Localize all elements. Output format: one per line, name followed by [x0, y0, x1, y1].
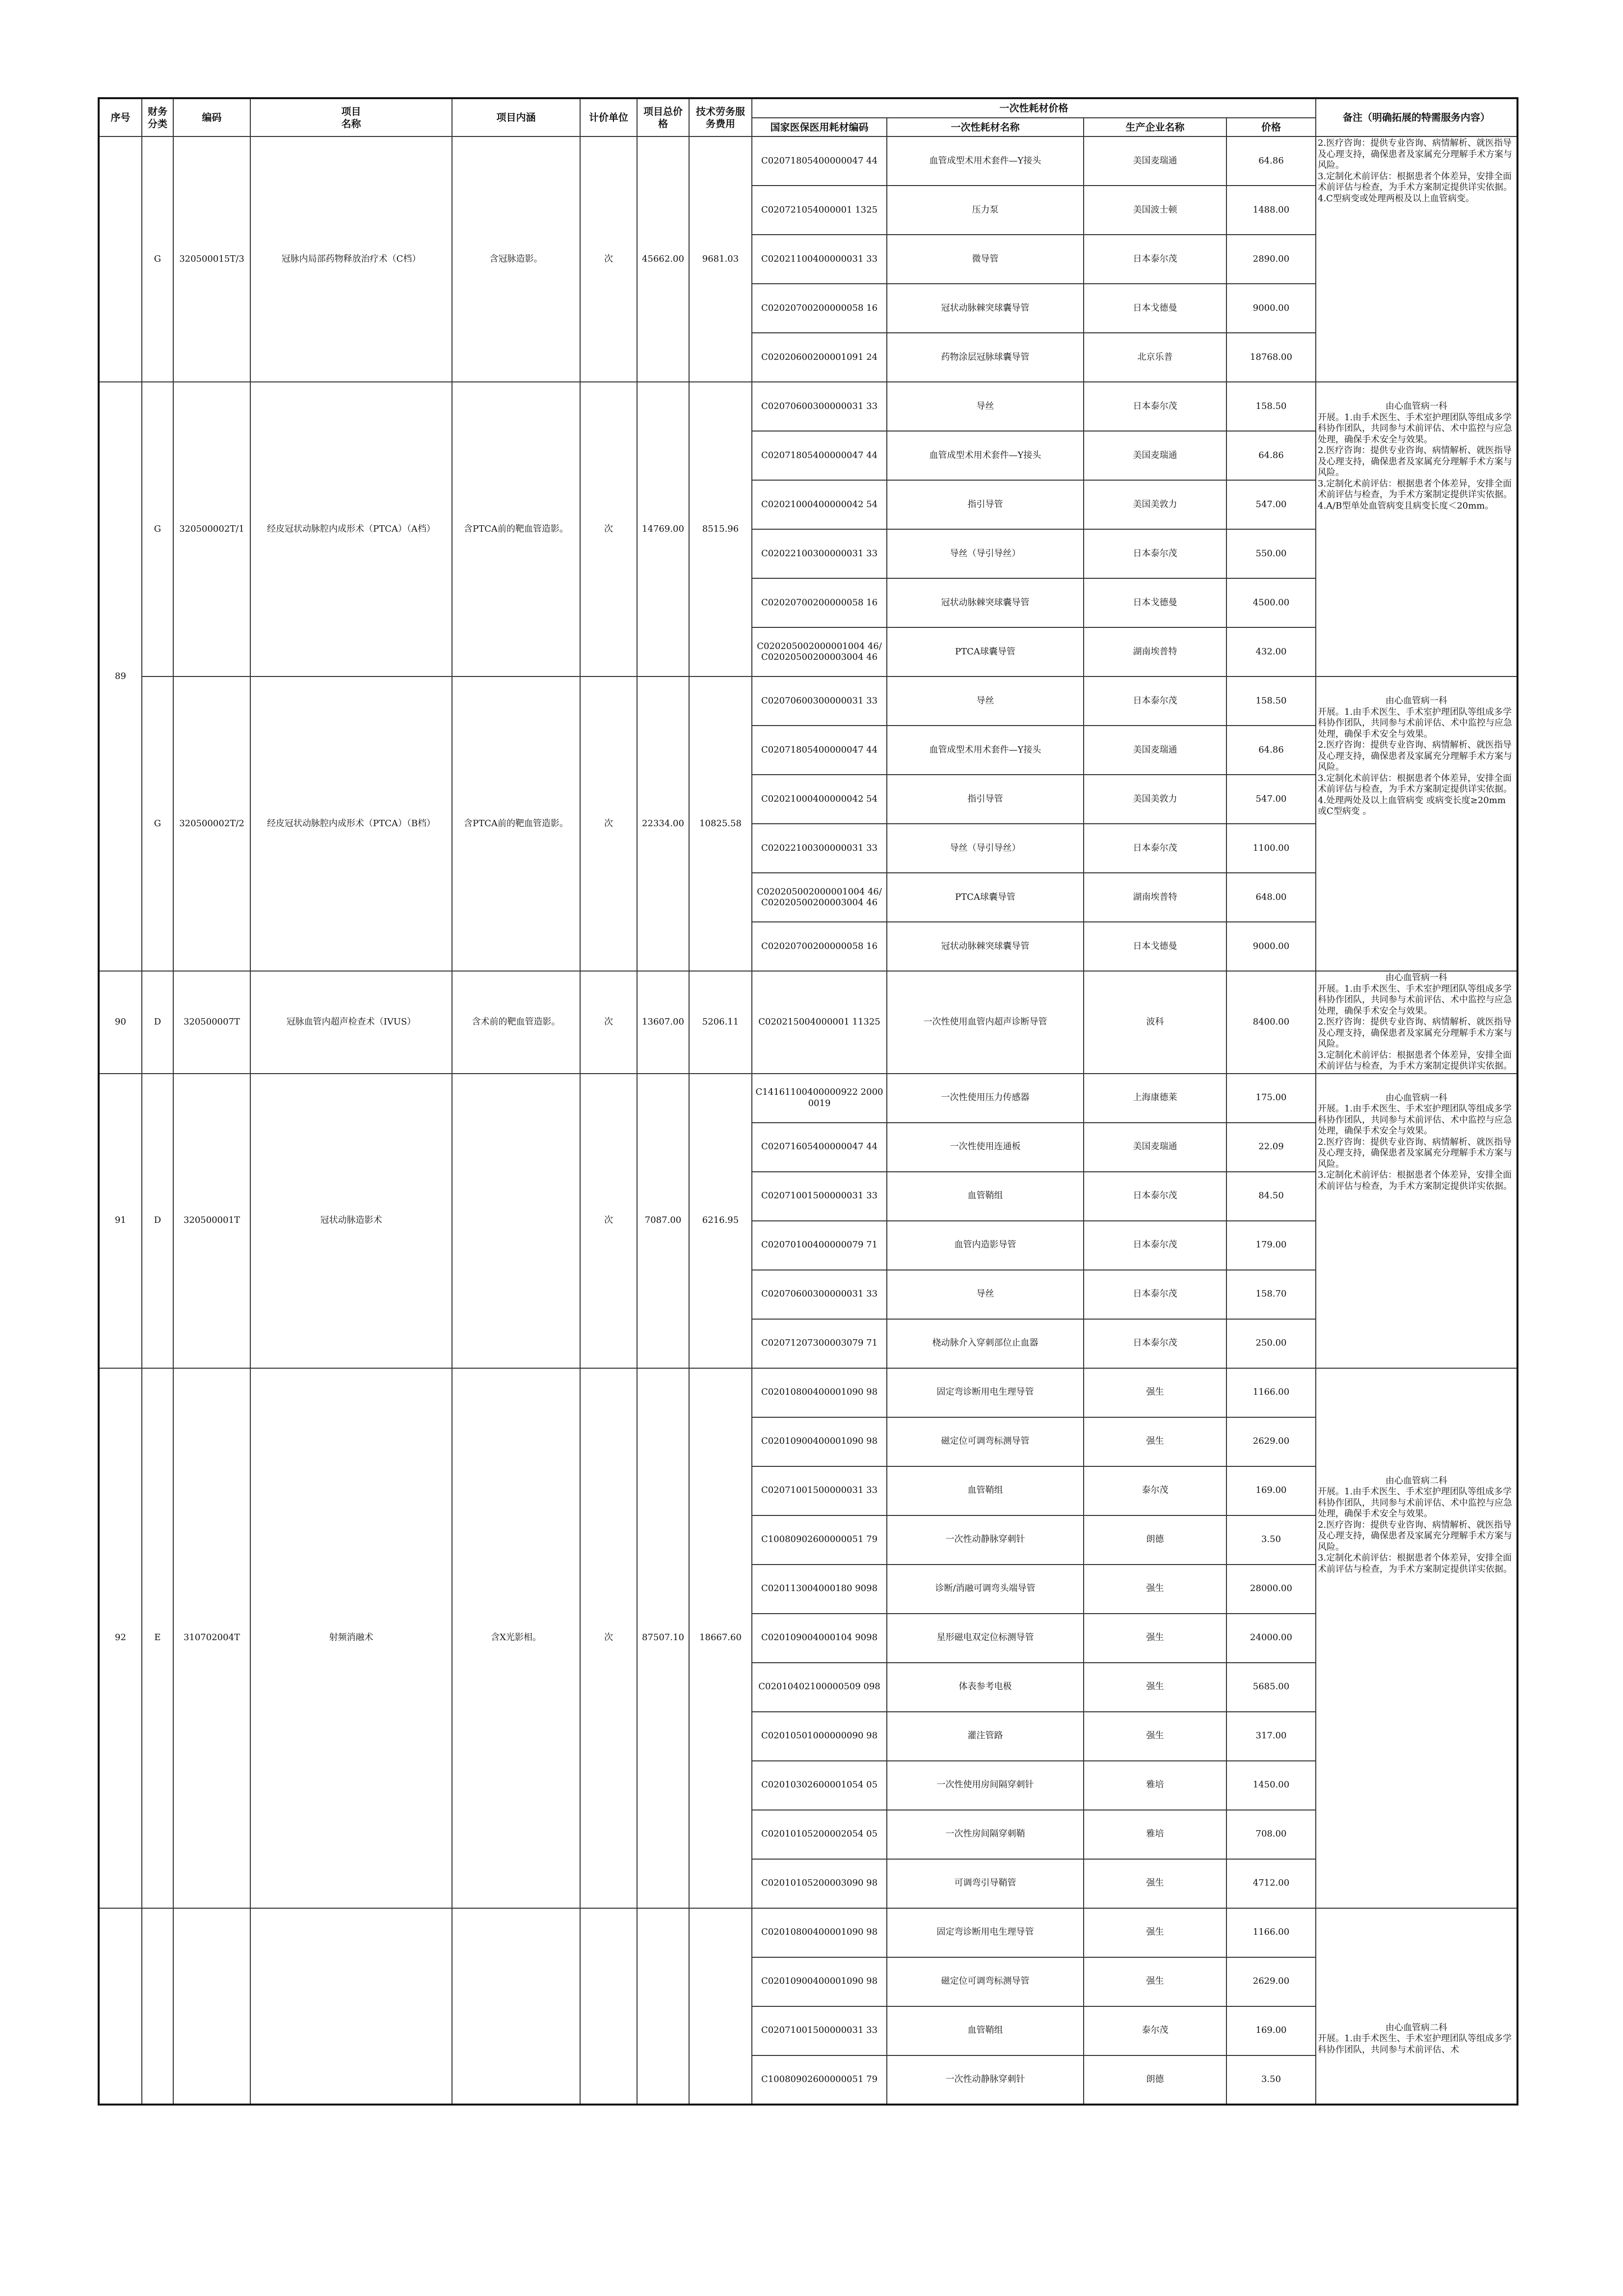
price-cell: 158.50: [1226, 676, 1316, 726]
note-text: 开展。1.由手术医生、手术室护理团队等组成多学科协作团队，共同参与术前评估、术中监控与应急处理，确保手术安全与效果。 2.医疗咨询：提供专业咨询、病情解析、就医指导及心理支持，确保患者及家属充分理解手术方案与风险。 3.定制化术前评估：根据患者个体差异，安排全面术前评估与检查，为手术方案制定提供详实依据。: [1318, 1104, 1512, 1191]
material-code-cell: C02010105200003090 98: [752, 1859, 887, 1908]
price-cell: 9000.00: [1226, 284, 1316, 333]
note-cell: [1316, 971, 1517, 1074]
price-cell: 317.00: [1226, 1712, 1316, 1761]
price-cell: 158.50: [1226, 382, 1316, 431]
material-code-cell: C02070600300000031 33: [752, 1270, 887, 1319]
note-cell: [1316, 676, 1517, 971]
material-code-cell: C10080902600000051 79: [752, 2055, 887, 2105]
material-code-cell: C02020700200000058 16: [752, 578, 887, 627]
col-code-header: 编码: [173, 98, 250, 136]
manufacturer-cell: 雅培: [1084, 1810, 1226, 1859]
seq-cell: [99, 136, 142, 382]
total-cell: 22334.00: [637, 676, 689, 971]
note-text: 开展。1.由手术医生、手术室护理团队等组成多学科协作团队，共同参与术前评估、术中监控与应急处理，确保手术安全与效果。 2.医疗咨询：提供专业咨询、病情解析、就医指导及心理支持，确保患者及家属充分理解手术方案与风险。 3.定制化术前评估：根据患者个体差异，安排全面术前评估与检查，为手术方案制定提供详实依据。: [1318, 1486, 1512, 1574]
manufacturer-cell: 朗德: [1084, 1515, 1226, 1565]
total-cell: [637, 1908, 689, 2105]
material-code-cell: C02010900400001090 98: [752, 1417, 887, 1466]
labor-cell: 6216.95: [689, 1074, 752, 1368]
table-row: [99, 1074, 1517, 1123]
manufacturer-cell: 湖南埃普特: [1084, 873, 1226, 922]
material-name-cell: 血管内造影导管: [887, 1221, 1084, 1270]
material-code-cell: C02071605400000047 44: [752, 1123, 887, 1172]
material-code-cell: C10080902600000051 79: [752, 1515, 887, 1565]
price-cell: 64.86: [1226, 726, 1316, 775]
material-name-cell: 药物涂层冠脉球囊导管: [887, 333, 1084, 382]
price-cell: 1166.00: [1226, 1908, 1316, 1957]
labor-cell: 8515.96: [689, 382, 752, 676]
manufacturer-cell: 强生: [1084, 1908, 1226, 1957]
price-cell: 9000.00: [1226, 922, 1316, 971]
material-name-cell: 磁定位可调弯标测导管: [887, 1417, 1084, 1466]
manufacturer-cell: 日本戈德曼: [1084, 284, 1226, 333]
note-title: 由心血管病一科: [1385, 696, 1447, 706]
content-cell: 含术前的靶血管造影。: [452, 971, 580, 1074]
manufacturer-cell: 日本泰尔茂: [1084, 1221, 1226, 1270]
manufacturer-cell: 日本戈德曼: [1084, 578, 1226, 627]
price-cell: 3.50: [1226, 1515, 1316, 1565]
material-name-cell: 一次性使用血管内超声诊断导管: [887, 971, 1084, 1074]
material-code-cell: C02020600200001091 24: [752, 333, 887, 382]
material-code-cell: C02010800400001090 98: [752, 1908, 887, 1957]
code-cell: [173, 1908, 250, 2105]
material-name-cell: PTCA球囊导管: [887, 873, 1084, 922]
manufacturer-cell: 美国麦瑞通: [1084, 1123, 1226, 1172]
table-row: [99, 971, 1517, 1074]
manufacturer-cell: 强生: [1084, 1859, 1226, 1908]
material-code-cell: C02070600300000031 33: [752, 382, 887, 431]
fin-cell: G: [142, 382, 173, 676]
material-name-cell: 固定弯诊断用电生理导管: [887, 1908, 1084, 1957]
manufacturer-cell: 泰尔茂: [1084, 2006, 1226, 2055]
manufacturer-cell: 美国美敦力: [1084, 480, 1226, 529]
unit-cell: 次: [580, 382, 637, 676]
price-cell: 1166.00: [1226, 1368, 1316, 1417]
col-manufacturer-header: 生产企业名称: [1084, 118, 1226, 136]
total-cell: 87507.10: [637, 1368, 689, 1908]
material-name-cell: 血管成型术用术套件—Y接头: [887, 136, 1084, 186]
note-title: 由心血管病二科: [1385, 1475, 1447, 1486]
material-code-cell: C02071001500000031 33: [752, 2006, 887, 2055]
labor-cell: [689, 1908, 752, 2105]
fin-cell: G: [142, 676, 173, 971]
note-title: 由心血管病二科: [1385, 2022, 1447, 2033]
total-cell: 13607.00: [637, 971, 689, 1074]
price-cell: 2629.00: [1226, 1957, 1316, 2006]
material-code-cell: C020205002000001004 46/C02020500200003004 46: [752, 873, 887, 922]
manufacturer-cell: 日本泰尔茂: [1084, 676, 1226, 726]
seq-cell: 91: [99, 1074, 142, 1368]
note-text: 开展。1.由手术医生、手术室护理团队等组成多学科协作团队，共同参与术前评估、术: [1318, 2033, 1512, 2055]
code-cell: 320500001T: [173, 1074, 250, 1368]
material-code-cell: C02071001500000031 33: [752, 1466, 887, 1515]
material-name-cell: 星形磁电双定位标测导管: [887, 1614, 1084, 1663]
material-code-cell: C14161100400000922 20000019: [752, 1074, 887, 1123]
price-cell: 4500.00: [1226, 578, 1316, 627]
price-cell: 1100.00: [1226, 824, 1316, 873]
material-code-cell: C020215004000001 11325: [752, 971, 887, 1074]
table-row: [99, 676, 1517, 726]
price-cell: 3.50: [1226, 2055, 1316, 2105]
material-code-cell: C02021000400000042 54: [752, 775, 887, 824]
labor-cell: 18667.60: [689, 1368, 752, 1908]
material-code-cell: C02022100300000031 33: [752, 529, 887, 578]
total-cell: 7087.00: [637, 1074, 689, 1368]
unit-cell: 次: [580, 971, 637, 1074]
unit-cell: 次: [580, 1368, 637, 1908]
material-name-cell: 灌注管路: [887, 1712, 1084, 1761]
col-content-header: 项目内涵: [452, 98, 580, 136]
note-title: 由心血管病一科: [1385, 401, 1447, 411]
manufacturer-cell: 日本泰尔茂: [1084, 824, 1226, 873]
unit-cell: 次: [580, 676, 637, 971]
material-name-cell: 导丝（导引导丝）: [887, 824, 1084, 873]
content-cell: [452, 1074, 580, 1368]
material-code-cell: C02071805400000047 44: [752, 136, 887, 186]
price-cell: 8400.00: [1226, 971, 1316, 1074]
note-title: 由心血管病一科: [1385, 972, 1447, 983]
material-name-cell: 可调弯引导鞘管: [887, 1859, 1084, 1908]
material-name-cell: PTCA球囊导管: [887, 627, 1084, 676]
note-text: 开展。1.由手术医生、手术室护理团队等组成多学科协作团队，共同参与术前评估、术中监控与应急处理，确保手术安全与效果。 2.医疗咨询：提供专业咨询、病情解析、就医指导及心理支持，确保患者及家属充分理解手术方案与风险。 3.定制化术前评估：根据患者个体差异，安排全面术前评估与检查，为手术方案制定提供详实依据。 4.处理两处及以上血管病变 或病变长度≥20mm 或C型病变 。: [1318, 706, 1512, 816]
manufacturer-cell: 雅培: [1084, 1761, 1226, 1810]
material-name-cell: 血管成型术用术套件—Y接头: [887, 431, 1084, 480]
price-cell: 5685.00: [1226, 1663, 1316, 1712]
manufacturer-cell: 美国麦瑞通: [1084, 726, 1226, 775]
manufacturer-cell: 强生: [1084, 1663, 1226, 1712]
manufacturer-cell: 强生: [1084, 1712, 1226, 1761]
note-text: 开展。1.由手术医生、手术室护理团队等组成多学科协作团队，共同参与术前评估、术中监控与应急处理，确保手术安全与效果。 2.医疗咨询：提供专业咨询、病情解析、就医指导及心理支持，确保患者及家属充分理解手术方案与风险。 3.定制化术前评估：根据患者个体差异，安排全面术前评估与检查，为手术方案制定提供详实依据。: [1318, 983, 1512, 1071]
material-name-cell: 冠状动脉棘突球囊导管: [887, 578, 1084, 627]
col-seq-header: 序号: [99, 98, 142, 136]
labor-cell: 5206.11: [689, 971, 752, 1074]
manufacturer-cell: 日本泰尔茂: [1084, 382, 1226, 431]
material-code-cell: C02071805400000047 44: [752, 726, 887, 775]
fin-cell: G: [142, 136, 173, 382]
note-cell: [1316, 1908, 1517, 2105]
col-price-header: 价格: [1226, 118, 1316, 136]
seq-cell: 90: [99, 971, 142, 1074]
fin-cell: D: [142, 971, 173, 1074]
content-cell: 含冠脉造影。: [452, 136, 580, 382]
note-text: 开展。1.由手术医生、手术室护理团队等组成多学科协作团队，共同参与术前评估、术中监控与应急处理，确保手术安全与效果。 2.医疗咨询：提供专业咨询、病情解析、就医指导及心理支持，确保患者及家属充分理解手术方案与风险。 3.定制化术前评估：根据患者个体差异，安排全面术前评估与检查，为手术方案制定提供详实依据。 4.A/B型单处血管病变且病变长度＜20mm。: [1318, 412, 1512, 511]
material-name-cell: 冠状动脉棘突球囊导管: [887, 922, 1084, 971]
material-name-cell: 磁定位可调弯标测导管: [887, 1957, 1084, 2006]
content-cell: 含PTCA前的靶血管造影。: [452, 676, 580, 971]
price-cell: 648.00: [1226, 873, 1316, 922]
material-code-cell: C02010501000000090 98: [752, 1712, 887, 1761]
price-table-sheet: [98, 97, 1517, 2106]
note-cell: [1316, 1368, 1517, 1908]
material-code-cell: C02020700200000058 16: [752, 922, 887, 971]
note-cell: [1316, 136, 1517, 382]
manufacturer-cell: 日本泰尔茂: [1084, 235, 1226, 284]
material-name-cell: 指引导管: [887, 480, 1084, 529]
material-name-cell: 微导管: [887, 235, 1084, 284]
code-cell: 320500007T: [173, 971, 250, 1074]
price-cell: 432.00: [1226, 627, 1316, 676]
material-name-cell: 一次性使用压力传感器: [887, 1074, 1084, 1123]
header-row-1: [99, 98, 1517, 118]
material-name-cell: 血管鞘组: [887, 2006, 1084, 2055]
material-code-cell: C02071001500000031 33: [752, 1172, 887, 1221]
name-cell: 射频消融术: [250, 1368, 452, 1908]
material-code-cell: C02021000400000042 54: [752, 480, 887, 529]
price-cell: 547.00: [1226, 775, 1316, 824]
code-cell: 310702004T: [173, 1368, 250, 1908]
price-cell: 547.00: [1226, 480, 1316, 529]
material-code-cell: C020109004000104 9098: [752, 1614, 887, 1663]
material-code-cell: C02010402100000509 098: [752, 1663, 887, 1712]
price-cell: 24000.00: [1226, 1614, 1316, 1663]
total-cell: 45662.00: [637, 136, 689, 382]
content-cell: [452, 1908, 580, 2105]
material-code-cell: C020205002000001004 46/C02020500200003004 46: [752, 627, 887, 676]
manufacturer-cell: 北京乐普: [1084, 333, 1226, 382]
manufacturer-cell: 日本戈德曼: [1084, 922, 1226, 971]
manufacturer-cell: 湖南埃普特: [1084, 627, 1226, 676]
price-cell: 4712.00: [1226, 1859, 1316, 1908]
material-code-cell: C02070100400000079 71: [752, 1221, 887, 1270]
price-cell: 550.00: [1226, 529, 1316, 578]
col-mat-name-header: 一次性耗材名称: [887, 118, 1084, 136]
material-name-cell: 桡动脉介入穿刺部位止血器: [887, 1319, 1084, 1368]
name-cell: 冠状动脉造影术: [250, 1074, 452, 1368]
fin-cell: [142, 1908, 173, 2105]
name-cell: 经皮冠状动脉腔内成形术（PTCA）（A档）: [250, 382, 452, 676]
table-row: [99, 1368, 1517, 1417]
manufacturer-cell: 日本泰尔茂: [1084, 1319, 1226, 1368]
col-fin-header: 财务分类: [142, 98, 173, 136]
price-cell: 169.00: [1226, 1466, 1316, 1515]
code-cell: 320500002T/1: [173, 382, 250, 676]
col-mat-code-header: 国家医保医用耗材编码: [752, 118, 887, 136]
manufacturer-cell: 强生: [1084, 1417, 1226, 1466]
manufacturer-cell: 美国麦瑞通: [1084, 136, 1226, 186]
material-name-cell: 冠状动脉棘突球囊导管: [887, 284, 1084, 333]
material-code-cell: C02071805400000047 44: [752, 431, 887, 480]
material-name-cell: 血管成型术用术套件—Y接头: [887, 726, 1084, 775]
price-cell: 1450.00: [1226, 1761, 1316, 1810]
fin-cell: E: [142, 1368, 173, 1908]
price-cell: 2629.00: [1226, 1417, 1316, 1466]
name-cell: 经皮冠状动脉腔内成形术（PTCA）（B档）: [250, 676, 452, 971]
unit-cell: [580, 1908, 637, 2105]
price-cell: 18768.00: [1226, 333, 1316, 382]
note-text: 2.医疗咨询：提供专业咨询、病情解析、就医指导及心理支持，确保患者及家属充分理解手术方案与风险。 3.定制化术前评估：根据患者个体差异，安排全面术前评估与检查，为手术方案制定提供详实依据。 4.C型病变或处理两根及以上血管病变。: [1318, 138, 1512, 204]
name-cell: 冠脉内局部药物释放治疗术（C档）: [250, 136, 452, 382]
material-code-cell: C02070600300000031 33: [752, 676, 887, 726]
material-code-cell: C02010302600001054 05: [752, 1761, 887, 1810]
unit-cell: 次: [580, 136, 637, 382]
price-cell: 250.00: [1226, 1319, 1316, 1368]
material-name-cell: 固定弯诊断用电生理导管: [887, 1368, 1084, 1417]
material-code-cell: C02021100400000031 33: [752, 235, 887, 284]
manufacturer-cell: 波科: [1084, 971, 1226, 1074]
name-cell: [250, 1908, 452, 2105]
material-name-cell: 压力泵: [887, 186, 1084, 235]
price-cell: 169.00: [1226, 2006, 1316, 2055]
manufacturer-cell: 强生: [1084, 1614, 1226, 1663]
price-cell: 84.50: [1226, 1172, 1316, 1221]
material-code-cell: C02010800400001090 98: [752, 1368, 887, 1417]
col-unit-header: 计价单位: [580, 98, 637, 136]
price-table: [98, 97, 1518, 2106]
price-cell: 1488.00: [1226, 186, 1316, 235]
manufacturer-cell: 美国波士顿: [1084, 186, 1226, 235]
col-labor-header: 技术劳务服务费用: [689, 98, 752, 136]
col-total-header: 项目总价格: [637, 98, 689, 136]
seq-cell: 92: [99, 1368, 142, 1908]
material-name-cell: 体表参考电极: [887, 1663, 1084, 1712]
material-name-cell: 导丝: [887, 382, 1084, 431]
col-name-header: 项目 名称: [250, 98, 452, 136]
manufacturer-cell: 泰尔茂: [1084, 1466, 1226, 1515]
manufacturer-cell: 美国美敦力: [1084, 775, 1226, 824]
material-name-cell: 导丝: [887, 1270, 1084, 1319]
price-cell: 64.86: [1226, 431, 1316, 480]
material-code-cell: C02022100300000031 33: [752, 824, 887, 873]
code-cell: 320500002T/2: [173, 676, 250, 971]
table-row: [99, 136, 1517, 186]
col-note-header: 备注（明确拓展的特需服务内容）: [1316, 98, 1517, 136]
manufacturer-cell: 强生: [1084, 1957, 1226, 2006]
price-table-body: [99, 136, 1517, 2105]
price-cell: 28000.00: [1226, 1565, 1316, 1614]
material-name-cell: 一次性动静脉穿刺针: [887, 2055, 1084, 2105]
material-name-cell: 血管鞘组: [887, 1172, 1084, 1221]
content-cell: 含X光影相。: [452, 1368, 580, 1908]
seq-cell: [99, 1908, 142, 2105]
table-row: [99, 382, 1517, 431]
content-cell: 含PTCA前的靶血管造影。: [452, 382, 580, 676]
total-cell: 14769.00: [637, 382, 689, 676]
material-name-cell: 导丝（导引导丝）: [887, 529, 1084, 578]
labor-cell: 10825.58: [689, 676, 752, 971]
material-name-cell: 一次性使用房间隔穿刺针: [887, 1761, 1084, 1810]
material-name-cell: 一次性动静脉穿刺针: [887, 1515, 1084, 1565]
material-name-cell: 诊断/消融可调弯头端导管: [887, 1565, 1084, 1614]
material-code-cell: C020113004000180 9098: [752, 1565, 887, 1614]
manufacturer-cell: 日本泰尔茂: [1084, 529, 1226, 578]
material-code-cell: C02020700200000058 16: [752, 284, 887, 333]
price-cell: 175.00: [1226, 1074, 1316, 1123]
material-code-cell: C02071207300003079 71: [752, 1319, 887, 1368]
name-cell: 冠脉血管内超声检查术（IVUS）: [250, 971, 452, 1074]
price-cell: 2890.00: [1226, 235, 1316, 284]
manufacturer-cell: 朗德: [1084, 2055, 1226, 2105]
labor-cell: 9681.03: [689, 136, 752, 382]
price-cell: 64.86: [1226, 136, 1316, 186]
manufacturer-cell: 强生: [1084, 1565, 1226, 1614]
manufacturer-cell: 上海康德莱: [1084, 1074, 1226, 1123]
material-code-cell: C02010105200002054 05: [752, 1810, 887, 1859]
code-cell: 320500015T/3: [173, 136, 250, 382]
material-name-cell: 血管鞘组: [887, 1466, 1084, 1515]
note-cell: [1316, 1074, 1517, 1368]
manufacturer-cell: 强生: [1084, 1368, 1226, 1417]
manufacturer-cell: 日本泰尔茂: [1084, 1270, 1226, 1319]
material-name-cell: 导丝: [887, 676, 1084, 726]
seq-cell: 89: [99, 382, 142, 971]
material-name-cell: 一次性房间隔穿刺鞘: [887, 1810, 1084, 1859]
price-cell: 158.70: [1226, 1270, 1316, 1319]
col-consumables-header: 一次性耗材价格: [752, 98, 1316, 118]
unit-cell: 次: [580, 1074, 637, 1368]
manufacturer-cell: 日本泰尔茂: [1084, 1172, 1226, 1221]
price-cell: 22.09: [1226, 1123, 1316, 1172]
manufacturer-cell: 美国麦瑞通: [1084, 431, 1226, 480]
price-cell: 708.00: [1226, 1810, 1316, 1859]
material-code-cell: C020721054000001 1325: [752, 186, 887, 235]
material-name-cell: 一次性使用连通板: [887, 1123, 1084, 1172]
material-code-cell: C02010900400001090 98: [752, 1957, 887, 2006]
note-title: 由心血管病一科: [1385, 1092, 1447, 1103]
note-cell: [1316, 382, 1517, 676]
material-name-cell: 指引导管: [887, 775, 1084, 824]
price-cell: 179.00: [1226, 1221, 1316, 1270]
table-row: [99, 1908, 1517, 1957]
fin-cell: D: [142, 1074, 173, 1368]
